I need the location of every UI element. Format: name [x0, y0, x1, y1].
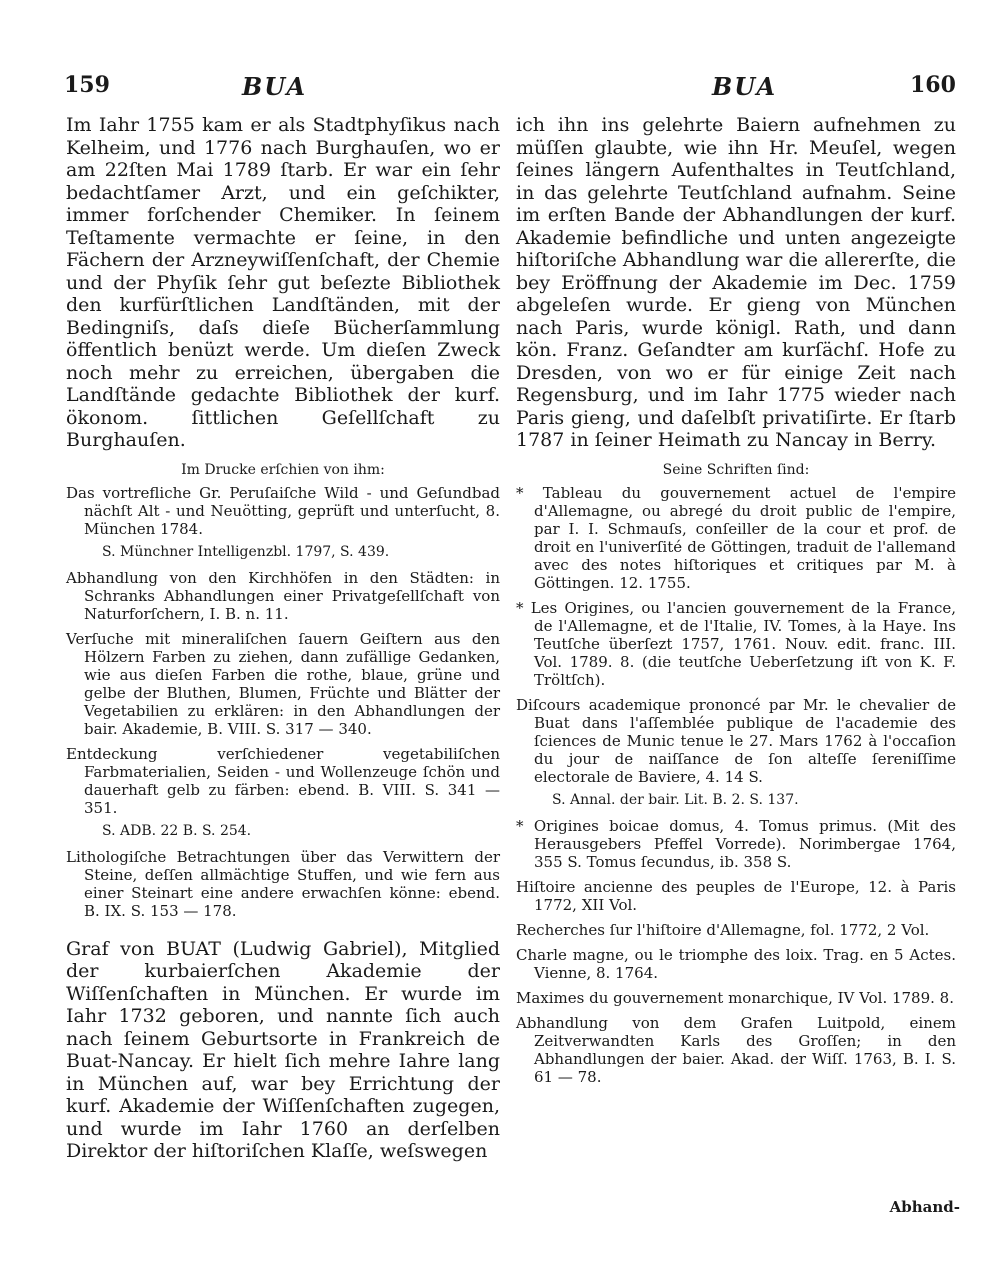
work-entry: * Tableau du gouvernement actuel de l'empire d'Allemagne, ou abregé du droit public de l'empire, par I. I. Schmauſs, conſeiller de la cour et prof. de droit en l'univerſité de Göttingen, traduit de l'allemand avec des notes hiſtoriques et critiques par M. à Göttingen. 12. 1755. [516, 483, 956, 592]
work-entry: Abhandlung von den Kirchhöfen in den Städten: in Schranks Abhandlungen einer Privatgeſellſchaft von Naturforſchern, I. B. n. 11. [66, 568, 500, 623]
work-entry: Hiſtoire ancienne des peuples de l'Europe, 12. à Paris 1772, XII Vol. [516, 877, 956, 914]
right-works-heading: Seine Schriften ſind: [662, 461, 810, 478]
left-column [66, 114, 500, 1163]
right-column [516, 114, 956, 1093]
work-reference: S. ADB. 22 B. S. 254. [102, 822, 252, 839]
right-running-head: BUA [712, 72, 778, 101]
work-entry: * Les Origines, ou l'ancien gouvernement de la France, de l'Allemagne, et de l'Italie, IV. Tomes, à la Haye. Ins Teutſche überſezt 1757, 1761. Nouv. edit. franc. III. Vol. 1789. 8. (die teutſche Ueberſetzung iſt von K. F. Tröltſch). [516, 598, 956, 689]
work-entry: Charle magne, ou le triomphe des loix. Trag. en 5 Actes. Vienne, 8. 1764. [516, 945, 956, 982]
work-entry: Diſcours academique prononcé par Mr. le chevalier de Buat dans l'aſſemblée publique de l'academie des ſciences de Munic tenue le 27. Mars 1762 à l'occaſion du jour de naiſſance de ſon alteſſe ſereniſſime electorale de Baviere, 4. 14 S. [516, 695, 956, 786]
work-entry: Verſuche mit mineraliſchen ſauern Geiſtern aus den Hölzern Farben zu ziehen, dann zufällige Gedanken, wie aus dieſen Farben die rothe, blaue, grüne und gelbe der Bluthen, Blumen, Früchte und Blätter der Vegetabilien zu erklären: in den Abhandlungen der bair. Akademie, B. VIII. S. 317 — 340. [66, 629, 500, 738]
work-reference: S. Münchner Intelligenzbl. 1797, S. 439. [102, 543, 390, 560]
right-page-number: 160 [910, 72, 956, 98]
work-entry: Recherches ſur l'hiſtoire d'Allemagne, fol. 1772, 2 Vol. [516, 920, 930, 939]
work-entry: Das vortrefliche Gr. Peruſaiſche Wild - und Geſundbad nächſt Alt - und Neuötting, geprüft und unterſucht, 8. München 1784. [66, 483, 500, 538]
work-entry: Abhandlung von dem Grafen Luitpold, einem Zeitverwandten Karls des Groſſen; in den Abhandlungen der baier. Akad. der Wiſſ. 1763, B. I. S. 61 — 78. [516, 1013, 956, 1086]
buat-entry-paragraph: Graf von BUAT (Ludwig Gabriel), Mitglied der kurbaierſchen Akademie der Wiſſenſchaften in München. Er wurde im Iahr 1732 geboren, und nannte ſich auch nach ſeinem Geburtsorte in Frankreich de Buat-Nancay. Er hielt ſich mehre Iahre lang in München auf, war bey Errichtung der kurf. Akademie der Wiſſenſchaften zugegen, und wurde im Iahr 1760 an derſelben Direktor der hiſtoriſchen Klaſſe, weſswegen [66, 937, 500, 1162]
work-entry: Maximes du gouvernement monarchique, IV Vol. 1789. 8. [516, 988, 954, 1007]
work-entry: Lithologiſche Betrachtungen über das Verwittern der Steine, deſſen allmächtige Stuffen, und wie fern aus einer Steinart eine andere erwachſen könne: ebend. B. IX. S. 153 — 178. [66, 847, 500, 920]
work-entry: * Origines boicae domus, 4. Tomus primus. (Mit des Herausgebers Pfeffel Vorrede). Norimbergae 1764, 355 S. Tomus ſecundus, ib. 358 S. [516, 816, 956, 871]
work-entry: Entdeckung verſchiedener vegetabiliſchen Farbmaterialien, Seiden - und Wollenzeuge ſchön und dauerhaft gelb zu färben: ebend. B. VIII. S. 341 — 351. [66, 744, 500, 817]
left-running-head: BUA [242, 72, 308, 101]
catchword: Abhand- [889, 1198, 960, 1216]
left-page-number: 159 [64, 72, 110, 98]
continuation-paragraph: ich ihn ins gelehrte Baiern aufnehmen zu müſſen glaubte, wie ihn Hr. Meuſel, wegen ſeines längern Aufenthaltes in Teutſchland, in das gelehrte Teutſchland aufnahm. Seine im erſten Bande der Abhandlungen der kurf. Akademie befindliche und unten angezeigte hiſtoriſche Abhandlung war die allererſte, die bey Eröffnung der Akademie im Dec. 1759 abgeleſen wurde. Er gieng von München nach Paris, wurde königl. Rath, und dann kön. Franz. Geſandter am kurſächſ. Hofe zu Dresden, von wo er für einige Zeit nach Regensburg, und im Iahr 1775 wieder nach Paris gieng, und daſelbſt privatiſirte. Er ſtarb 1787 in ſeiner Heimath zu Nancay in Berry. [516, 114, 956, 451]
intro-paragraph: Im Iahr 1755 kam er als Stadtphyſikus nach Kelheim, und 1776 nach Burghauſen, wo er am 22ſten Mai 1789 ſtarb. Er war ein ſehr bedachtſamer Arzt, und ein geſchikter, immer forſchender Chemiker. In ſeinem Teſtamente vermachte er ſeine, in den Fächern der Arzneywiſſenſchaft, der Chemie und der Phyſik ſehr gut beſezte Bibliothek den kurfürſtlichen Landſtänden, mit der Bedingniſs, daſs dieſe Bücherſammlung öffentlich benüzt werde. Um dieſen Zweck noch mehr zu erreichen, übergaben die Landſtände gedachte Bibliothek der kurf. ökonom. ſittlichen Geſellſchaft zu Burghauſen. [66, 114, 500, 451]
left-works-heading: Im Drucke erſchien von ihm: [181, 461, 385, 478]
work-reference: S. Annal. der bair. Lit. B. 2. S. 137. [552, 791, 799, 808]
